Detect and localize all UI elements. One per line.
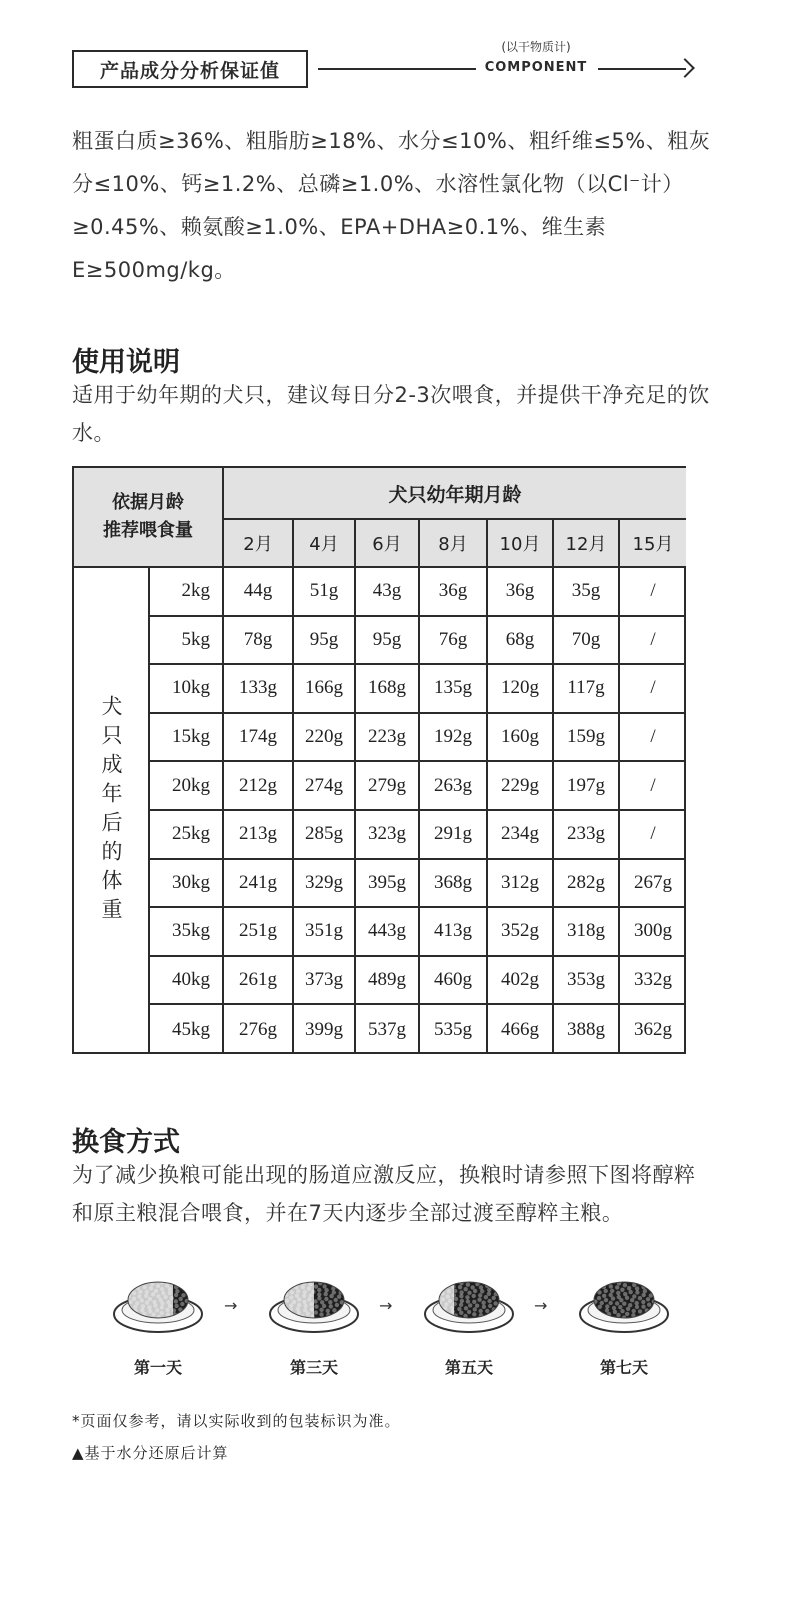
component-label: COMPONENT bbox=[484, 60, 588, 75]
amount-cell: 76g bbox=[420, 617, 488, 666]
amount-cell: 351g bbox=[294, 908, 356, 957]
amount-cell: 78g bbox=[224, 617, 294, 666]
corner-line-2: 推荐喂食量 bbox=[103, 520, 193, 541]
amount-cell: 192g bbox=[420, 714, 488, 763]
section-title-box bbox=[72, 50, 308, 88]
amount-cell: 159g bbox=[554, 714, 620, 763]
switching-text: 为了减少换粮可能出现的肠道应激反应，换粮时请参照下图将醇粹和原主粮混合喂食，并在7天内逐步全部过渡至醇粹主粮。 bbox=[72, 1163, 696, 1225]
amount-cell: 267g bbox=[620, 860, 686, 909]
usage-title: 使用说明 bbox=[72, 347, 180, 378]
weight-cell: 15kg bbox=[150, 714, 224, 763]
food-bowl bbox=[112, 1270, 204, 1340]
food-bowl bbox=[423, 1270, 515, 1340]
amount-cell: 44g bbox=[224, 568, 294, 617]
reference-note: *页面仅参考，请以实际收到的包装标识为准。 bbox=[72, 1412, 401, 1430]
amount-cell: 318g bbox=[554, 908, 620, 957]
amount-cell: 229g bbox=[488, 762, 554, 811]
header-divider-left bbox=[318, 68, 476, 70]
amount-cell: 263g bbox=[420, 762, 488, 811]
amount-cell: 51g bbox=[294, 568, 356, 617]
amount-cell: 368g bbox=[420, 860, 488, 909]
amount-cell: 388g bbox=[554, 1005, 620, 1054]
food-bowl bbox=[578, 1270, 670, 1340]
amount-cell: / bbox=[620, 714, 686, 763]
amount-cell: 160g bbox=[488, 714, 554, 763]
amount-cell: 43g bbox=[356, 568, 420, 617]
amount-cell: 95g bbox=[356, 617, 420, 666]
amount-cell: 234g bbox=[488, 811, 554, 860]
header-divider-right bbox=[598, 68, 686, 70]
month-header: 15月 bbox=[620, 520, 686, 568]
amount-cell: 300g bbox=[620, 908, 686, 957]
amount-cell: 323g bbox=[356, 811, 420, 860]
amount-cell: / bbox=[620, 617, 686, 666]
amount-cell: 443g bbox=[356, 908, 420, 957]
amount-cell: 251g bbox=[224, 908, 294, 957]
amount-cell: 312g bbox=[488, 860, 554, 909]
switching-title: 换食方式 bbox=[72, 1127, 180, 1158]
amount-cell: 168g bbox=[356, 665, 420, 714]
amount-cell: 261g bbox=[224, 957, 294, 1006]
amount-cell: 466g bbox=[488, 1005, 554, 1054]
arrow-right-icon: → bbox=[379, 1296, 393, 1315]
arrow-right-icon bbox=[675, 58, 695, 78]
section-title: 产品成分分析保证值 bbox=[99, 59, 280, 82]
amount-cell: / bbox=[620, 568, 686, 617]
weight-cell: 25kg bbox=[150, 811, 224, 860]
amount-cell: 166g bbox=[294, 665, 356, 714]
amount-cell: 68g bbox=[488, 617, 554, 666]
weight-cell: 45kg bbox=[150, 1005, 224, 1054]
bowl-icon bbox=[423, 1270, 515, 1340]
amount-cell: 332g bbox=[620, 957, 686, 1006]
amount-cell: 460g bbox=[420, 957, 488, 1006]
weight-cell: 30kg bbox=[150, 860, 224, 909]
month-header: 12月 bbox=[554, 520, 620, 568]
month-group-header: 犬只幼年期月龄 bbox=[224, 468, 686, 520]
header-subtitle: (以干物质计) bbox=[501, 40, 571, 54]
amount-cell: 36g bbox=[488, 568, 554, 617]
amount-cell: 535g bbox=[420, 1005, 488, 1054]
amount-cell: 282g bbox=[554, 860, 620, 909]
amount-cell: 352g bbox=[488, 908, 554, 957]
amount-cell: 329g bbox=[294, 860, 356, 909]
amount-cell: 213g bbox=[224, 811, 294, 860]
amount-cell: 197g bbox=[554, 762, 620, 811]
feeding-table bbox=[72, 466, 686, 1054]
amount-cell: 135g bbox=[420, 665, 488, 714]
amount-cell: 395g bbox=[356, 860, 420, 909]
month-header: 4月 bbox=[294, 520, 356, 568]
weight-cell: 5kg bbox=[150, 617, 224, 666]
day-label: 第七天 bbox=[599, 1358, 648, 1377]
usage-text: 适用于幼年期的犬只，建议每日分2-3次喂食，并提供干净充足的饮水。 bbox=[72, 383, 710, 445]
amount-cell: 36g bbox=[420, 568, 488, 617]
amount-cell: 70g bbox=[554, 617, 620, 666]
composition-text: 粗蛋白质≥36%、粗脂肪≥18%、水分≤10%、粗纤维≤5%、粗灰分≤10%、钙≥1.2%、总磷≥1.0%、水溶性氯化物（以Cl⁻计）≥0.45%、赖氨酸≥1.0%、EPA+DHA≥0.1%、维生素E≥500mg/kg。 bbox=[72, 129, 711, 282]
weight-cell: 10kg bbox=[150, 665, 224, 714]
month-header: 10月 bbox=[488, 520, 554, 568]
amount-cell: 35g bbox=[554, 568, 620, 617]
amount-cell: 362g bbox=[634, 1018, 672, 1040]
amount-cell: 291g bbox=[420, 811, 488, 860]
amount-cell: 373g bbox=[294, 957, 356, 1006]
amount-cell: 399g bbox=[294, 1005, 356, 1054]
amount-cell: 223g bbox=[356, 714, 420, 763]
amount-cell: 402g bbox=[488, 957, 554, 1006]
day-label: 第一天 bbox=[133, 1358, 182, 1377]
amount-cell: / bbox=[620, 762, 686, 811]
arrow-right-icon: → bbox=[534, 1296, 548, 1315]
amount-cell: 353g bbox=[554, 957, 620, 1006]
row-group-label: 犬只成年后的体重 bbox=[74, 568, 150, 1054]
amount-cell: 95g bbox=[294, 617, 356, 666]
amount-cell: 489g bbox=[356, 957, 420, 1006]
amount-cell: 120g bbox=[488, 665, 554, 714]
bowl-icon bbox=[268, 1270, 360, 1340]
bowl-icon bbox=[112, 1270, 204, 1340]
moisture-note: ▲基于水分还原后计算 bbox=[72, 1444, 229, 1462]
amount-cell: 537g bbox=[356, 1005, 420, 1054]
day-label: 第五天 bbox=[444, 1358, 493, 1377]
amount-cell: 117g bbox=[554, 665, 620, 714]
amount-cell: 279g bbox=[356, 762, 420, 811]
table-corner-header bbox=[74, 468, 224, 568]
weight-cell: 35kg bbox=[150, 908, 224, 957]
month-header: 6月 bbox=[356, 520, 420, 568]
amount-cell: 133g bbox=[224, 665, 294, 714]
weight-cell: 40kg bbox=[150, 957, 224, 1006]
weight-cell: 20kg bbox=[150, 762, 224, 811]
amount-cell: 241g bbox=[224, 860, 294, 909]
amount-cell: 413g bbox=[420, 908, 488, 957]
amount-cell: 276g bbox=[224, 1005, 294, 1054]
amount-cell: 174g bbox=[224, 714, 294, 763]
amount-cell: 285g bbox=[294, 811, 356, 860]
amount-cell: 220g bbox=[294, 714, 356, 763]
amount-cell: / bbox=[620, 665, 686, 714]
bowl-icon bbox=[578, 1270, 670, 1340]
month-header: 2月 bbox=[224, 520, 294, 568]
corner-line-1: 依据月龄 bbox=[112, 492, 184, 513]
day-label: 第三天 bbox=[289, 1358, 338, 1377]
month-header: 8月 bbox=[420, 520, 488, 568]
food-bowl bbox=[268, 1270, 360, 1340]
weight-cell: 2kg bbox=[150, 568, 224, 617]
amount-cell: 233g bbox=[554, 811, 620, 860]
arrow-right-icon: → bbox=[224, 1296, 238, 1315]
amount-cell: 274g bbox=[294, 762, 356, 811]
amount-cell: / bbox=[620, 811, 686, 860]
amount-cell: 212g bbox=[224, 762, 294, 811]
